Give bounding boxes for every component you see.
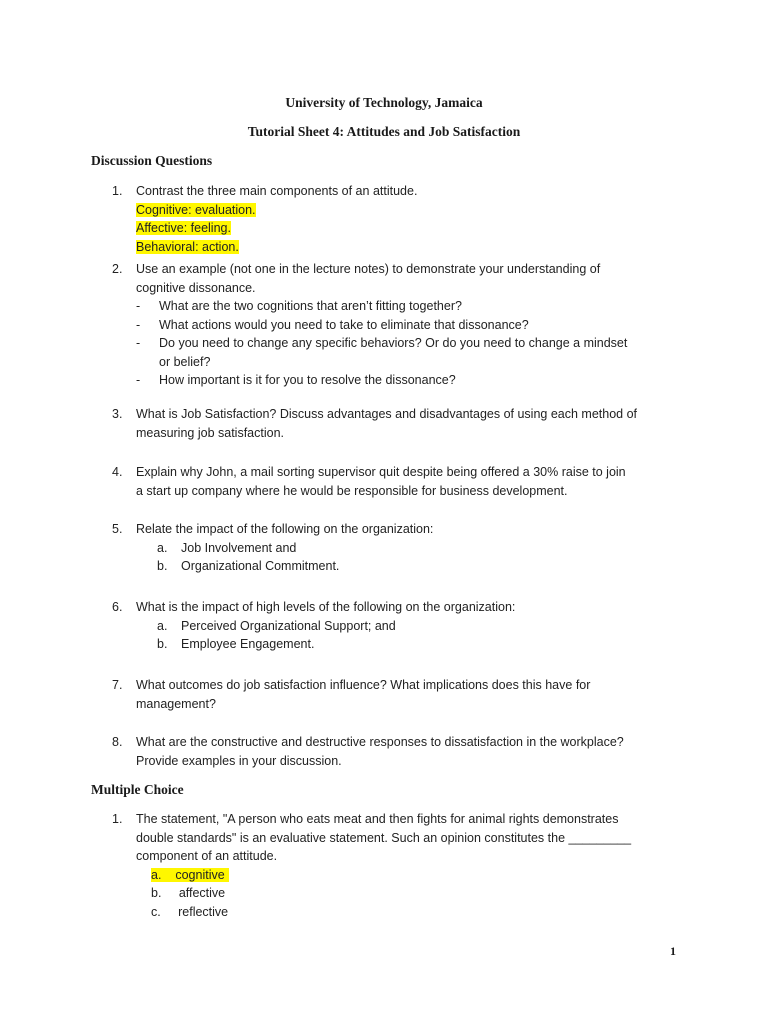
question-text: Relate the impact of the following on the organization: [136, 522, 434, 536]
question-text: measuring job satisfaction. [136, 425, 284, 440]
page-number: 1 [670, 944, 676, 958]
list-item: b. Organizational Commitment. [157, 559, 340, 573]
discussion-question-6 [112, 598, 672, 654]
highlighted-answer: Behavioral: action. [136, 239, 239, 254]
question-text: cognitive dissonance. [136, 280, 256, 295]
question-text: management? [136, 696, 216, 711]
answer-option [151, 866, 672, 885]
question-number: 8. [112, 735, 123, 749]
discussion-question-8 [112, 733, 672, 770]
answer-option: b. affective [151, 886, 226, 900]
question-text: What is the impact of high levels of the following on the organization: [136, 600, 516, 614]
discussion-question-5 [112, 520, 672, 576]
question-number: 5. [112, 522, 123, 536]
answer-option: c. reflective [151, 904, 229, 919]
section-heading-multiple-choice: Multiple Choice [91, 782, 184, 797]
list-item: b. Employee Engagement. [157, 637, 315, 651]
question-number: 7. [112, 678, 123, 692]
discussion-question-4 [112, 463, 672, 500]
discussion-question-2 [112, 260, 672, 390]
section-heading-discussion: Discussion Questions [91, 153, 213, 168]
highlighted-answer: Cognitive: evaluation. [136, 202, 256, 217]
question-number: 1. [112, 184, 123, 198]
question-text: a start up company where he would be responsible for business development. [136, 483, 568, 498]
question-text: Provide examples in your discussion. [136, 753, 342, 768]
list-item: a. Perceived Organizational Support; and [157, 618, 396, 633]
discussion-question-3 [112, 405, 672, 442]
question-text: component of an attitude. [136, 849, 278, 863]
question-text: double standards" is an evaluative statement. Such an opinion constitutes the _________ [136, 830, 632, 845]
question-number: 4. [112, 465, 123, 479]
question-number: 6. [112, 600, 123, 614]
dash-bullet: - [136, 373, 141, 387]
list-item: - Do you need to change any specific behaviors? Or do you need to change a mindset or belief? [136, 336, 628, 369]
list-item: - What actions would you need to take to eliminate that dissonance? [136, 316, 672, 335]
question-text: The statement, "A person who eats meat and then fights for animal rights demonstrates [136, 812, 619, 826]
question-number: 2. [112, 262, 123, 276]
highlighted-answer: Affective: feeling. [136, 221, 231, 235]
question-text: Explain why John, a mail sorting supervisor quit despite being offered a 30% raise to join [136, 465, 626, 479]
question-text: What are the constructive and destructive responses to dissatisfaction in the workplace? [136, 735, 624, 749]
dash-bullet: - [136, 336, 141, 350]
highlighted-answer: a. cognitive [151, 868, 229, 882]
list-item: - What are the two cognitions that aren’t fitting together? [136, 297, 672, 316]
question-number: 1. [112, 812, 123, 826]
discussion-question-7 [112, 676, 672, 713]
list-item: a. Job Involvement and [157, 540, 297, 555]
question-text: Contrast the three main components of an attitude. [136, 184, 418, 198]
dash-bullet: - [136, 317, 141, 332]
dash-bullet: - [136, 299, 141, 313]
list-item: - How important is it for you to resolve the dissonance? [136, 371, 672, 390]
question-text: What is Job Satisfaction? Discuss advantages and disadvantages of using each method of [136, 407, 637, 421]
document-title: University of Technology, Jamaica [285, 95, 483, 110]
question-number: 3. [112, 407, 123, 421]
question-text: What outcomes do job satisfaction influence? What implications does this have for [136, 678, 591, 692]
question-text: Use an example (not one in the lecture notes) to demonstrate your understanding of [136, 262, 601, 276]
discussion-question-1 [112, 182, 672, 256]
multiple-choice-question-1 [112, 810, 672, 921]
document-subtitle: Tutorial Sheet 4: Attitudes and Job Satisfaction [247, 124, 521, 139]
